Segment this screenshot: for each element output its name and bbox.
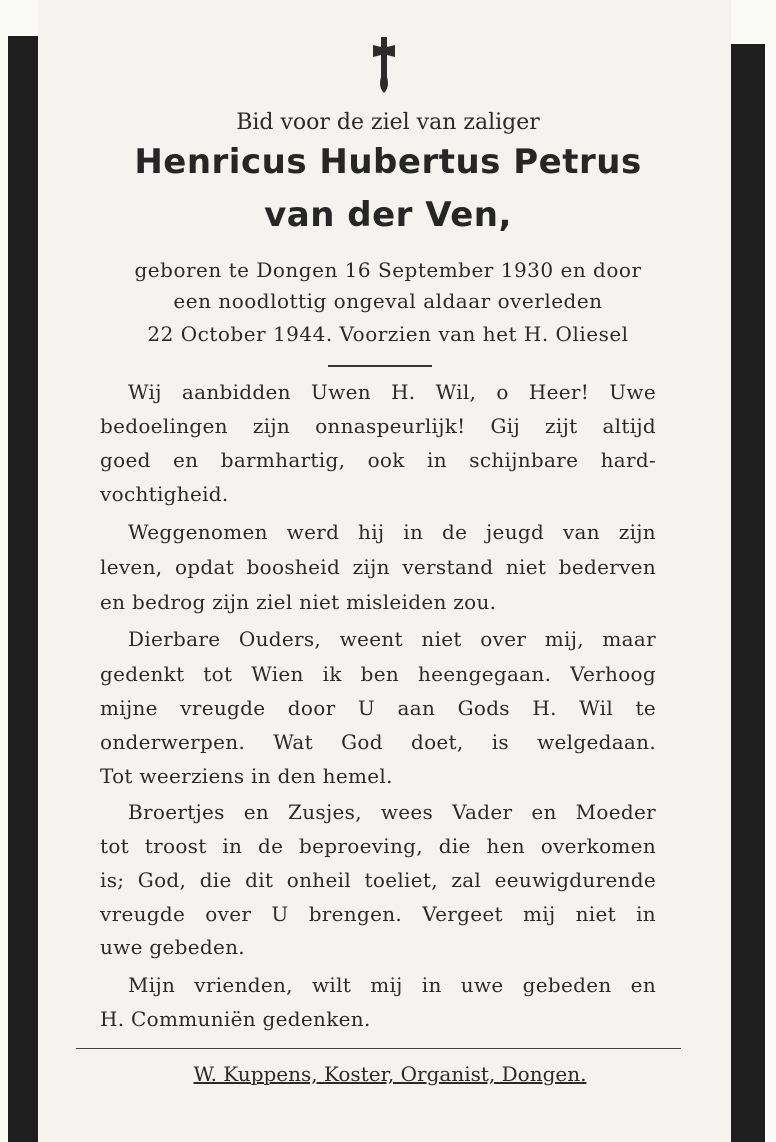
prayer-line: mijne vreugde door U aan Gods H. Wil te — [100, 696, 656, 720]
prayer-line: Mijn vrienden, wilt mij in uwe gebeden en — [128, 973, 656, 997]
deceased-name-line2: van der Ven, — [264, 195, 512, 235]
prayer-line: vochtigheid. — [100, 482, 229, 506]
prayer-line: en bedrog zijn ziel niet misleiden zou. — [100, 590, 497, 614]
prayer-line: onderwerpen. Wat God doet, is welgedaan. — [100, 730, 656, 754]
prayer-line: is; God, die dit onheil toeliet, zal eeuwigdurende — [100, 868, 656, 892]
prayer-line: goed en barmhartig, ook in schijnbare hard- — [100, 448, 656, 472]
deceased-name-line1: Henricus Hubertus Petrus — [134, 142, 642, 182]
dates-line: geboren te Dongen 16 September 1930 en door — [134, 258, 642, 282]
separator-rule — [328, 365, 432, 367]
printer-credit: W. Kuppens, Koster, Organist, Dongen. — [193, 1062, 587, 1086]
prayer-line: Wij aanbidden Uwen H. Wil, o Heer! Uwe — [128, 380, 656, 404]
intro-text: Bid voor de ziel van zaliger — [236, 110, 540, 135]
prayer-line: uwe gebeden. — [100, 935, 245, 959]
dates-line: een noodlottig ongeval aldaar overleden — [173, 289, 603, 313]
prayer-line: vreugde over U brengen. Vergeet mij niet in — [100, 902, 656, 926]
footer-rule — [76, 1048, 681, 1049]
prayer-line: leven, opdat boosheid zijn verstand niet bederven — [100, 555, 656, 579]
mourning-border-right — [731, 44, 765, 1142]
prayer-line: H. Communiën gedenken. — [100, 1007, 371, 1031]
prayer-line: Tot weerziens in den hemel. — [100, 764, 393, 788]
dates-line: 22 October 1944. Voorzien van het H. Oliesel — [147, 322, 629, 346]
mourning-border-left — [8, 36, 38, 1142]
prayer-line: gedenkt tot Wien ik ben heengegaan. Verhoog — [100, 662, 656, 686]
prayer-line: Broertjes en Zusjes, wees Vader en Moeder — [128, 800, 656, 824]
prayer-line: bedoelingen zijn onnaspeurlijk! Gij zijt altijd — [100, 414, 656, 438]
prayer-line: tot troost in de beproeving, die hen overkomen — [100, 834, 656, 858]
prayer-line: Weggenomen werd hij in de jeugd van zijn — [128, 520, 656, 544]
cross-icon — [364, 35, 404, 95]
prayer-line: Dierbare Ouders, weent niet over mij, maar — [128, 627, 656, 651]
